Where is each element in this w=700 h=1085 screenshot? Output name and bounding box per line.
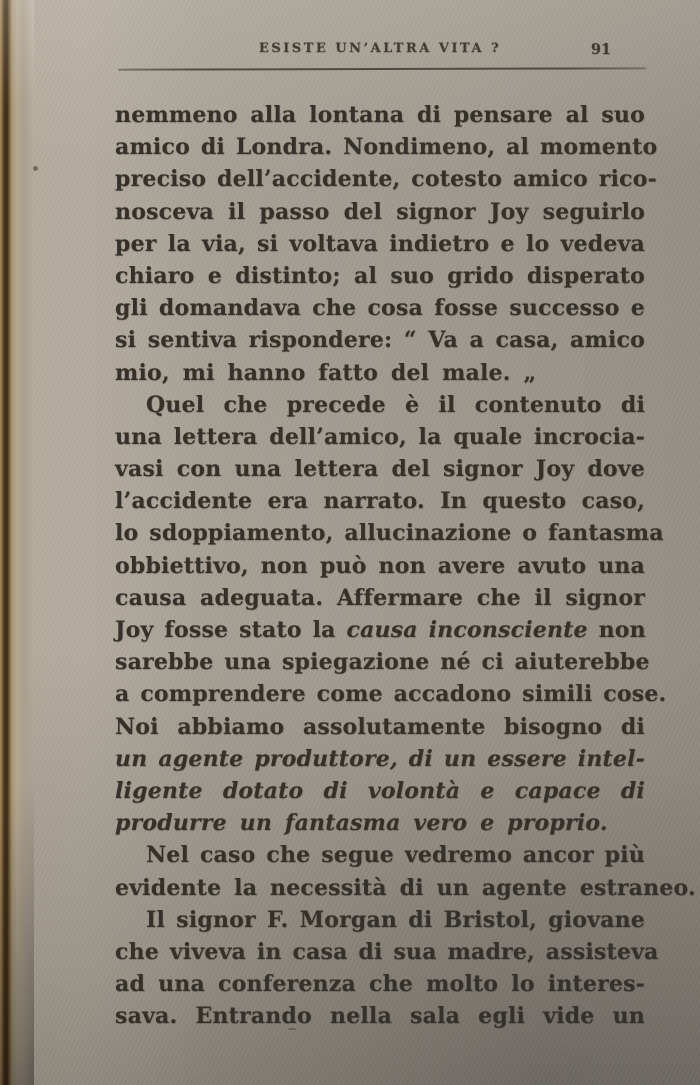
- text-line: un agente produttore, di un essere intel-: [115, 745, 645, 772]
- text-line: amico di Londra. Nondimeno, al momento: [115, 134, 658, 161]
- text-line: nosceva il passo del signor Joy seguirlo: [115, 198, 645, 225]
- text-line: preciso dell’accidente, cotesto amico rico-: [115, 166, 657, 193]
- header-rule: [118, 67, 646, 70]
- text-line: chiaro e distinto; al suo grido disperato: [115, 262, 645, 289]
- text-line: che viveva in casa di sua madre, assisteva: [115, 938, 659, 965]
- text-line: per la via, si voltava indietro e lo vedeva: [115, 230, 645, 257]
- text-line: sava. Entrando nella sala egli vide un: [115, 1003, 645, 1030]
- running-header: [115, 41, 645, 61]
- text-line: vasi con una lettera del signor Joy dove: [115, 456, 645, 483]
- text-line: sarebbe una spiegazione né ci aiuterebbe: [115, 649, 650, 676]
- text-line: evidente la necessità di un agente estraneo.: [115, 874, 696, 901]
- text-line: Il signor F. Morgan di Bristol, giovane: [146, 906, 645, 933]
- text-line: a comprendere come accadono simili cose.: [115, 681, 667, 708]
- text-line: Nel caso che segue vedremo ancor più: [146, 842, 645, 869]
- text-line: si sentiva rispondere: “ Va a casa, amico: [115, 327, 645, 354]
- text-line: ad una conferenza che molto lo interes-: [115, 971, 645, 998]
- text-block: [115, 99, 696, 1032]
- text-line: [115, 614, 645, 646]
- text-line: produrre un fantasma vero e proprio.: [115, 810, 608, 837]
- text-segment: non: [587, 617, 646, 643]
- text-line: lo sdoppiamento, allucinazione o fantasma: [115, 520, 664, 547]
- paper-speck: [33, 166, 38, 171]
- text-line: ligente dotato di volontà e capace di: [115, 777, 645, 804]
- text-line: obbiettivo, non può non avere avuto una: [115, 552, 645, 579]
- italic-phrase: causa inconsciente: [346, 617, 588, 643]
- text-line: mio, mi hanno fatto del male. „: [115, 359, 537, 386]
- text-line: nemmeno alla lontana di pensare al suo: [115, 102, 645, 128]
- text-line: causa adeguata. Affermare che il signor: [115, 584, 645, 611]
- running-title: ESISTE UN’ALTRA VITA ?: [258, 41, 502, 56]
- page-number: 91: [590, 41, 611, 58]
- text-line: Quel che precede è il contenuto di: [146, 391, 645, 418]
- text-line: gli domandava che cosa fosse successo e: [115, 295, 645, 322]
- text-line: una lettera dell’amico, la quale incrocia-: [115, 423, 645, 450]
- text-line: l’accidente era narrato. In questo caso,: [115, 488, 645, 515]
- book-gutter-edge: [0, 0, 34, 1085]
- text-segment: Joy fosse stato la: [115, 617, 347, 643]
- text-line: Noi abbiamo assolutamente bisogno di: [115, 713, 645, 740]
